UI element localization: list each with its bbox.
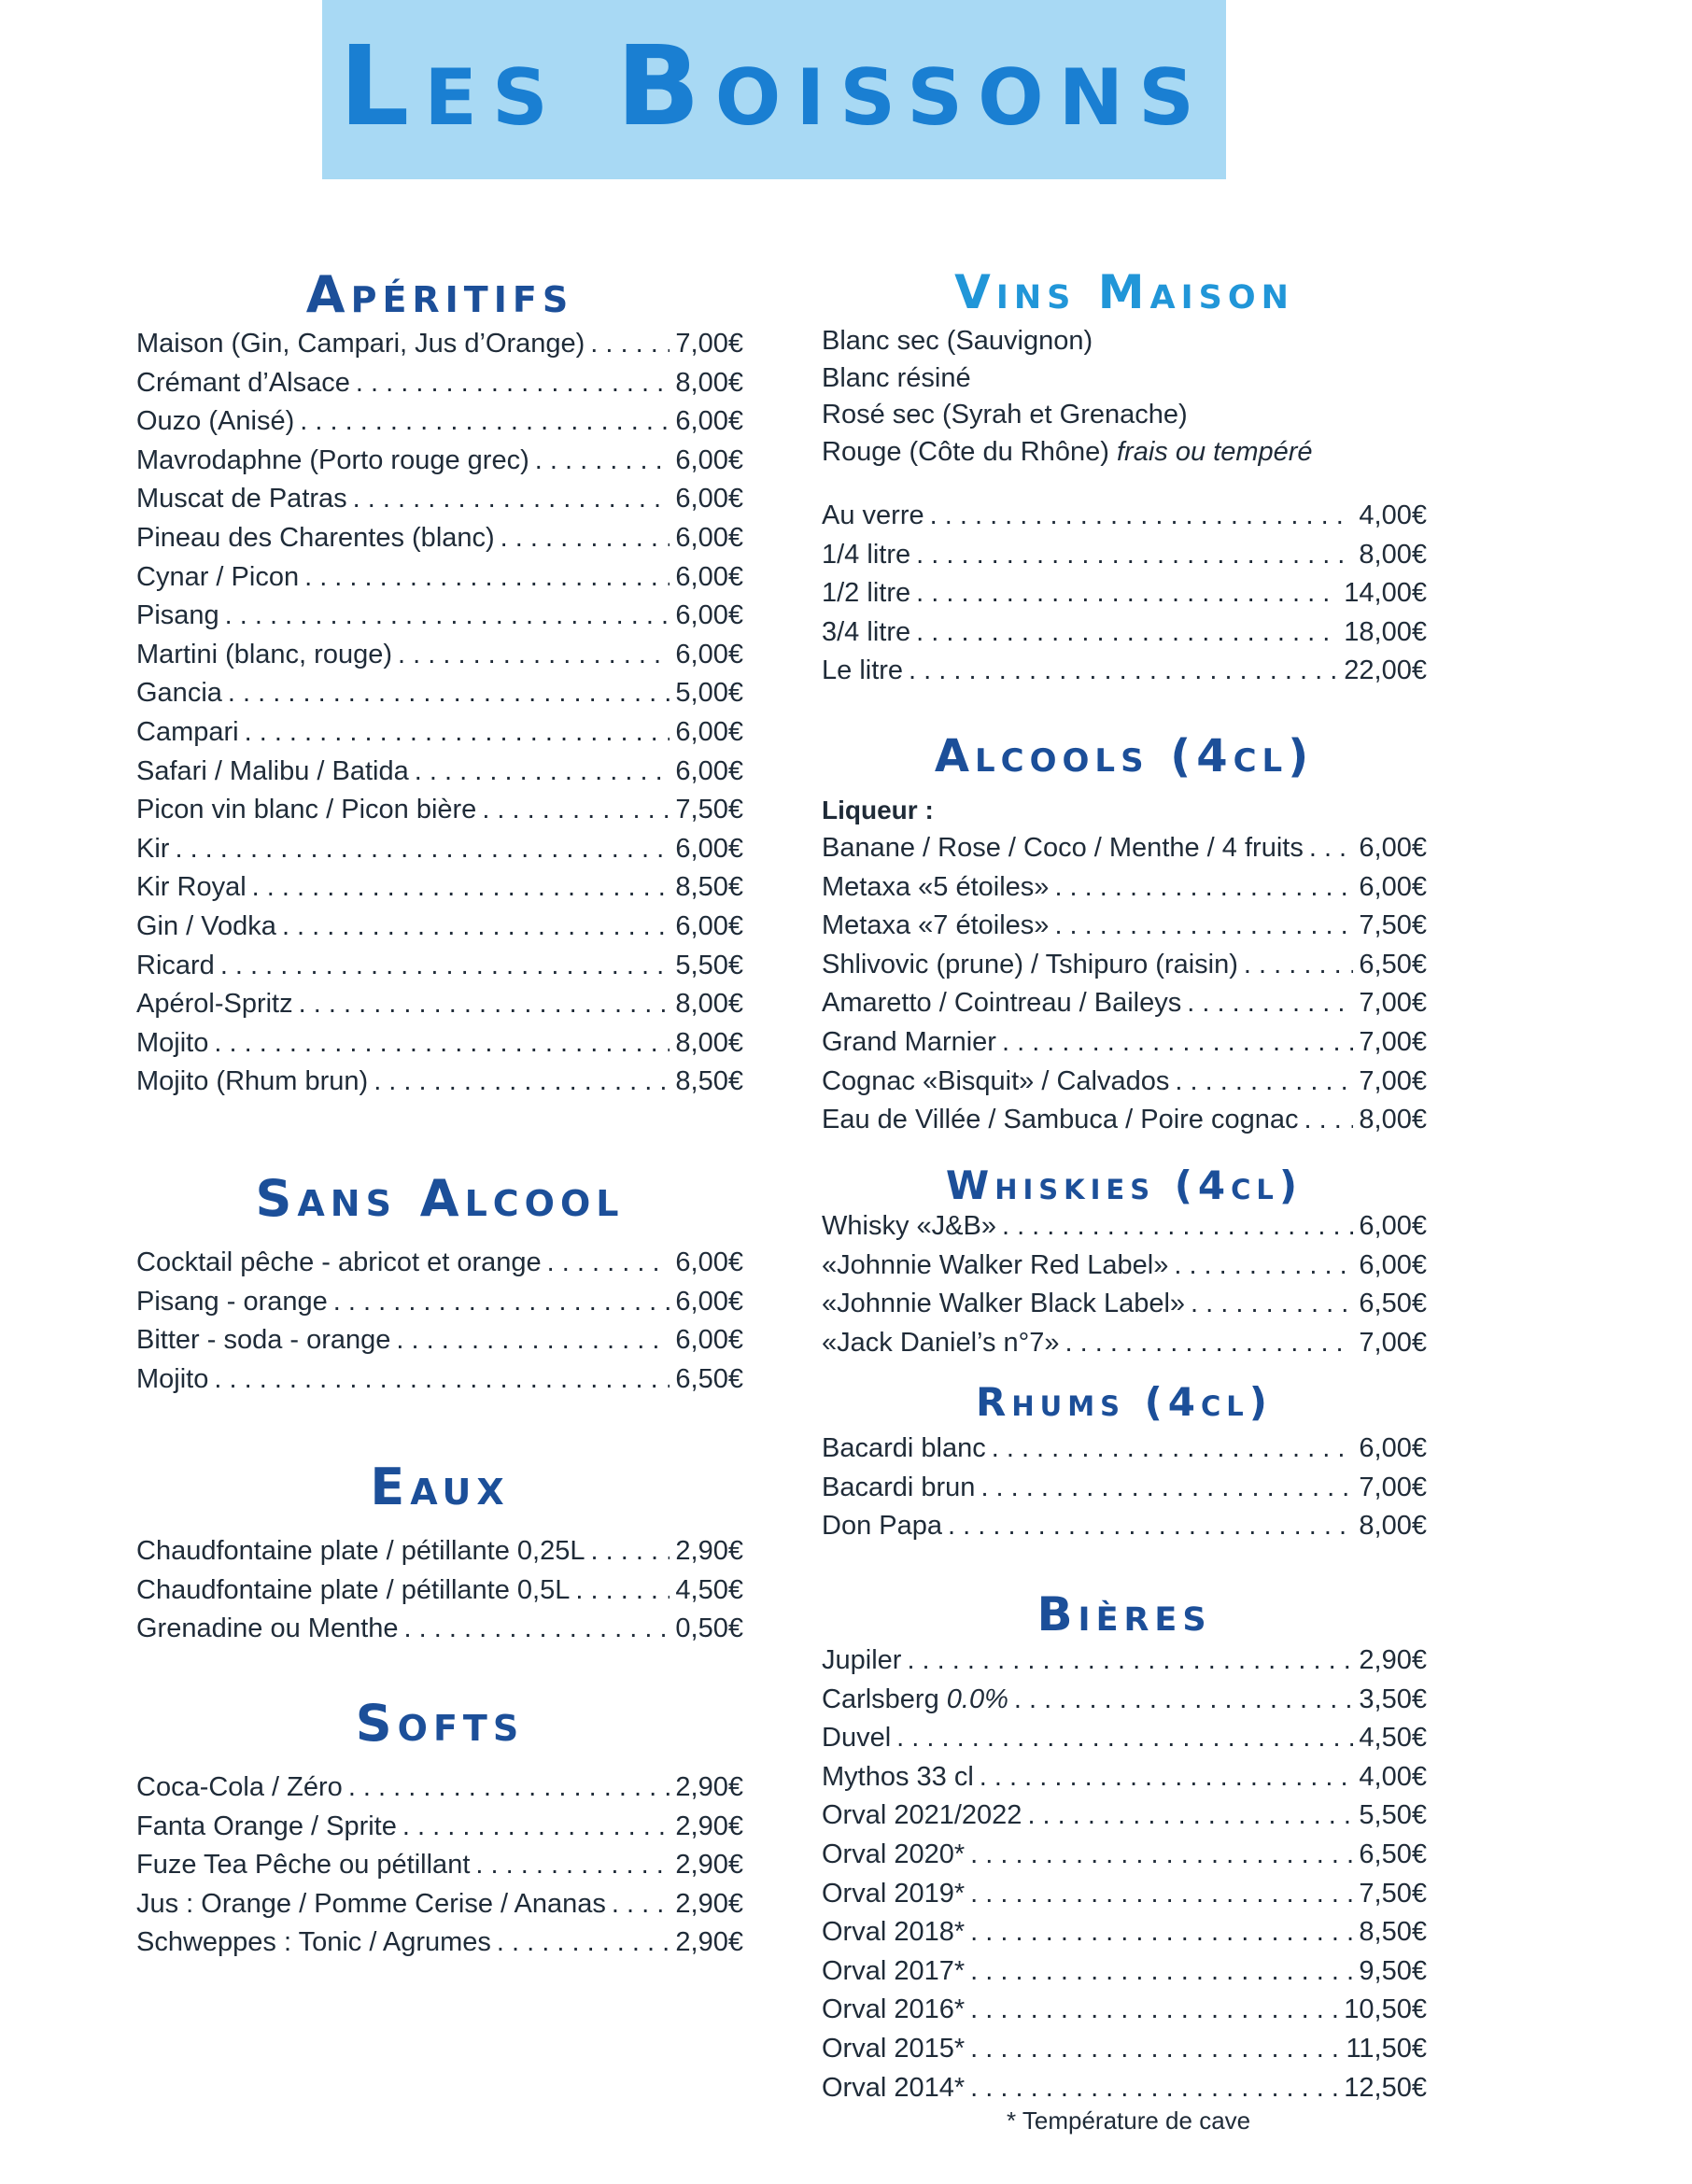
dot-leader [1244,946,1354,985]
item-name: Gin / Vodka [136,910,276,941]
item-price: 6,50€ [1359,1839,1427,1869]
dot-leader [220,947,670,986]
menu-item [822,1913,1427,1952]
menu-item [136,1532,743,1571]
menu-item [822,1063,1427,1102]
item-price: 8,00€ [1359,1511,1427,1542]
item-name: Orval 2014* [822,2072,966,2103]
item-name: Orval 2019* [822,1878,966,1909]
dot-leader [225,597,670,636]
menu-item [822,1719,1427,1758]
wine-item: Rosé sec (Syrah et Grenache) [822,400,1188,430]
item-price: 7,00€ [1359,1472,1427,1502]
heading-aperitifs: Apéritifs [305,265,574,324]
section-vins [822,265,1427,686]
menu-item [136,713,743,753]
item-price: 4,50€ [1359,1723,1427,1754]
item-name: Apérol-Spritz [136,989,293,1020]
item-price: 6,00€ [1359,871,1427,902]
dot-leader [970,1991,1338,2030]
dot-leader [299,985,670,1024]
menu-item [136,1610,743,1649]
heading-vins: Vins Maison [954,265,1294,319]
item-name: Mojito (Rhum brun) [136,1066,369,1097]
rhums-list [822,1430,1427,1546]
dot-leader [970,1952,1353,1992]
section-alcools [822,730,1427,1135]
item-name: Coca-Cola / Zéro [136,1772,343,1802]
heading-sans-alcool: Sans Alcool [255,1169,625,1228]
dot-leader [497,1923,670,1963]
item-name: Pisang [136,600,219,631]
menu-item [822,652,1427,691]
menu-item [822,1642,1427,1681]
item-price: 8,00€ [675,367,743,398]
menu-item [822,1023,1427,1063]
item-price: 18,00€ [1344,616,1427,647]
item-name: 1/4 litre [822,539,911,570]
menu-item [136,1808,743,1847]
menu-item [822,1991,1427,2030]
dot-leader [535,442,670,481]
dot-leader [1174,1247,1353,1286]
item-price: 4,50€ [675,1574,743,1605]
item-name: Le litre [822,655,904,686]
sans-alcool-list [136,1244,743,1399]
item-price: 9,50€ [1359,1955,1427,1986]
dot-leader [501,519,670,558]
dot-leader [282,908,670,947]
dot-leader [214,1360,670,1400]
dot-leader [1304,1101,1354,1140]
menu-item [136,636,743,675]
item-price: 7,50€ [675,795,743,825]
dot-leader [575,1571,670,1611]
menu-item [136,1846,743,1885]
item-name: Ouzo (Anisé) [136,406,295,437]
dot-leader [1002,1023,1353,1063]
menu-item [136,830,743,869]
item-name: Bacardi brun [822,1472,976,1502]
section-aperitifs [136,265,743,1097]
menu-item [136,985,743,1024]
dot-leader [1002,1207,1353,1247]
dot-leader [245,713,670,753]
dot-leader [228,674,670,713]
whiskies-list [822,1207,1427,1362]
item-suffix: 0.0% [946,1684,1008,1714]
menu-item [136,1768,743,1808]
item-price: 6,00€ [675,716,743,747]
item-price: 6,00€ [675,1286,743,1317]
item-name: Fuze Tea Pêche ou pétillant [136,1850,471,1881]
menu-item [136,753,743,792]
wine-item: Blanc sec (Sauvignon) [822,326,1093,356]
wines-list [822,323,1427,471]
dot-leader [1027,1797,1353,1836]
item-name: Maison (Gin, Campari, Jus d’Orange) [136,329,585,359]
menu-item [822,1247,1427,1286]
item-price: 2,90€ [675,1811,743,1841]
item-name: Chaudfontaine plate / pétillante 0,25L [136,1536,585,1566]
item-name: Ricard [136,950,215,980]
menu-item [822,497,1427,536]
item-price: 5,50€ [1359,1800,1427,1831]
title-banner [322,0,1226,179]
heading-whiskies: Whiskies (4cl) [945,1162,1304,1208]
item-price: 8,00€ [675,1027,743,1058]
page-title: Les Boissons [339,21,1209,150]
dot-leader [214,1024,670,1064]
wine-item: Rouge (Côte du Rhône) frais ou tempéré [822,436,1313,467]
menu-item [822,1207,1427,1247]
liqueur-label: Liqueur : [822,796,934,824]
item-price: 7,50€ [1359,910,1427,941]
item-price: 7,00€ [1359,1026,1427,1057]
item-name: Kir Royal [136,872,247,903]
dot-leader [992,1430,1354,1469]
dot-leader [948,1507,1353,1546]
item-price: 7,00€ [675,329,743,359]
menu-item [136,868,743,908]
menu-item [822,829,1427,868]
dot-leader [415,753,670,792]
dot-leader [590,325,670,364]
item-price: 2,90€ [675,1850,743,1881]
dot-leader [970,1836,1353,1875]
item-name: Grand Marnier [822,1026,996,1057]
item-price: 6,00€ [675,406,743,437]
wine-note: frais ou tempéré [1116,436,1313,467]
eaux-list [136,1532,743,1649]
item-price: 6,00€ [675,600,743,631]
aperitifs-list [136,325,743,1102]
dot-leader [547,1244,670,1283]
item-price: 0,50€ [675,1613,743,1644]
menu-item [136,947,743,986]
menu-item [822,574,1427,613]
dot-leader [1309,829,1354,868]
item-price: 5,00€ [675,678,743,709]
dot-leader [374,1063,670,1102]
item-name: 1/2 litre [822,578,911,609]
item-price: 10,50€ [1344,1994,1427,2025]
bieres-list [822,1642,1427,2107]
dot-leader [1054,907,1353,946]
section-whiskies [822,1162,1427,1358]
menu-item [822,1952,1427,1992]
item-price: 3,50€ [1359,1684,1427,1714]
item-price: 7,00€ [1359,1327,1427,1358]
dot-leader [909,652,1338,691]
item-price: 6,50€ [1359,1289,1427,1319]
item-price: 22,00€ [1344,655,1427,686]
item-price: 7,00€ [1359,988,1427,1019]
item-name: Carlsberg 0.0% [822,1684,1008,1714]
item-name: Pineau des Charentes (blanc) [136,522,495,553]
item-name: Au verre [822,500,924,530]
wine-item: Blanc résiné [822,362,971,393]
item-name: «Johnnie Walker Black Label» [822,1289,1186,1319]
dot-leader [907,1642,1353,1681]
item-price: 6,50€ [1359,949,1427,979]
item-name: Orval 2018* [822,1917,966,1948]
item-price: 6,00€ [1359,1249,1427,1280]
dot-leader [916,574,1338,613]
item-price: 6,00€ [675,1247,743,1277]
item-name: Schweppes : Tonic / Agrumes [136,1927,491,1958]
dot-leader [300,402,670,442]
item-name: Picon vin blanc / Picon bière [136,795,477,825]
item-price: 5,50€ [675,950,743,980]
dot-leader [398,636,670,675]
item-price: 6,00€ [675,833,743,864]
dot-leader [356,364,670,403]
item-price: 2,90€ [675,1927,743,1958]
dot-leader [970,2069,1338,2108]
dot-leader [1014,1681,1354,1720]
item-price: 7,00€ [1359,1065,1427,1096]
item-name: Cocktail pêche - abricot et orange [136,1247,542,1277]
item-name: Banane / Rose / Coco / Menthe / 4 fruits [822,833,1304,863]
menu-item [136,325,743,364]
item-price: 8,50€ [675,1066,743,1097]
footnote: * Température de cave [1007,2107,1251,2135]
menu-item [136,519,743,558]
item-name: «Jack Daniel’s n°7» [822,1327,1060,1358]
menu-item [822,1469,1427,1508]
dot-leader [916,613,1338,653]
item-price: 2,90€ [1359,1645,1427,1675]
menu-item [136,1571,743,1611]
item-price: 2,90€ [675,1888,743,1919]
item-price: 6,00€ [1359,833,1427,863]
item-name: Kir [136,833,170,864]
item-name: Mavrodaphne (Porto rouge grec) [136,444,529,475]
item-name: 3/4 litre [822,616,911,647]
dot-leader [475,1846,670,1885]
item-price: 8,00€ [1359,539,1427,570]
item-price: 11,50€ [1346,2033,1427,2064]
menu-item [822,868,1427,908]
item-name: Cognac «Bisquit» / Calvados [822,1065,1170,1096]
menu-item [822,1875,1427,1914]
menu-item [822,2069,1427,2108]
item-name: Muscat de Patras [136,484,347,514]
item-name: Orval 2017* [822,1955,966,1986]
menu-item [136,791,743,830]
menu-item [136,674,743,713]
dot-leader [175,830,670,869]
softs-list [136,1768,743,1963]
menu-item [136,597,743,636]
item-name: Don Papa [822,1511,942,1542]
item-price: 6,50€ [675,1363,743,1394]
item-price: 2,90€ [675,1772,743,1802]
item-name: Gancia [136,678,222,709]
menu-item [822,613,1427,653]
dot-leader [916,536,1353,575]
item-name: Bacardi blanc [822,1433,986,1463]
item-price: 6,00€ [675,484,743,514]
menu-item [136,558,743,598]
dot-leader [1187,984,1353,1023]
dot-leader [396,1321,670,1360]
item-name: Duvel [822,1723,892,1754]
section-eaux [136,1458,743,1644]
item-price: 12,50€ [1344,2072,1427,2103]
dot-leader [590,1532,670,1571]
item-name: Grenadine ou Menthe [136,1613,399,1644]
menu-item [822,946,1427,985]
menu-item [822,2030,1427,2069]
dot-leader [980,1469,1353,1508]
menu-item [822,1430,1427,1469]
menu-item [822,1797,1427,1836]
item-name: Eau de Villée / Sambuca / Poire cognac [822,1105,1299,1135]
item-name: Jupiler [822,1645,902,1675]
dot-leader [612,1885,670,1924]
item-price: 8,00€ [1359,1105,1427,1135]
dot-leader [970,2030,1340,2069]
section-bieres [822,1587,1427,2103]
menu-item [136,442,743,481]
item-name: Shlivovic (prune) / Tshipuro (raisin) [822,949,1238,979]
item-name: Mojito [136,1027,209,1058]
dot-leader [252,868,670,908]
alcools-list [822,829,1427,1140]
menu-item [136,1283,743,1322]
item-name: Orval 2020* [822,1839,966,1869]
item-name: Orval 2021/2022 [822,1800,1022,1831]
item-name: Whisky «J&B» [822,1211,996,1241]
dot-leader [970,1875,1353,1914]
menu-item [136,1885,743,1924]
item-price: 6,00€ [675,910,743,941]
wine-sizes-list [822,497,1427,691]
item-name: Chaudfontaine plate / pétillante 0,5L [136,1574,571,1605]
item-name: Metaxa «7 étoiles» [822,910,1050,941]
item-name: Metaxa «5 étoiles» [822,871,1050,902]
item-price: 4,00€ [1359,1761,1427,1792]
menu-item [822,1836,1427,1875]
item-name: Jus : Orange / Pomme Cerise / Ananas [136,1888,606,1919]
menu-item [136,1024,743,1064]
menu-item [822,984,1427,1023]
menu-item [822,907,1427,946]
dot-leader [1191,1285,1353,1324]
item-price: 6,00€ [675,1325,743,1356]
item-name: Cynar / Picon [136,561,300,592]
item-name: Safari / Malibu / Batida [136,755,409,786]
menu-item [822,1758,1427,1797]
heading-softs: Softs [355,1694,525,1753]
menu-item [136,364,743,403]
menu-item [136,402,743,442]
item-price: 6,00€ [1359,1433,1427,1463]
item-price: 2,90€ [675,1536,743,1566]
item-name: Campari [136,716,239,747]
item-price: 6,00€ [675,561,743,592]
menu-item [822,1101,1427,1140]
item-price: 6,00€ [675,522,743,553]
item-name: Amaretto / Cointreau / Baileys [822,988,1182,1019]
menu-item [136,1244,743,1283]
item-price: 8,00€ [675,989,743,1020]
item-price: 14,00€ [1344,578,1427,609]
menu-item [822,536,1427,575]
item-name: «Johnnie Walker Red Label» [822,1249,1169,1280]
dot-leader [482,791,670,830]
dot-leader [348,1768,670,1808]
dot-leader [404,1610,670,1649]
menu-item [136,1063,743,1102]
section-softs [136,1694,743,1958]
menu-item [136,1360,743,1400]
menu-item [136,480,743,519]
item-name: Orval 2016* [822,1994,966,2025]
dot-leader [402,1808,670,1847]
menu-item [136,1923,743,1963]
section-sans-alcool [136,1169,743,1394]
alcools-block [822,792,1427,1140]
item-name: Martini (blanc, rouge) [136,639,392,669]
item-name: Crémant d’Alsace [136,367,350,398]
menu-item [136,1321,743,1360]
menu-item [822,1285,1427,1324]
item-price: 7,50€ [1359,1878,1427,1909]
item-price: 6,00€ [675,639,743,669]
item-name: Mojito [136,1363,209,1394]
dot-leader [304,558,670,598]
item-price: 6,00€ [675,444,743,475]
item-price: 8,50€ [675,872,743,903]
dot-leader [1065,1324,1354,1363]
dot-leader [333,1283,670,1322]
menu-item [822,1681,1427,1720]
item-name: Mythos 33 cl [822,1761,974,1792]
dot-leader [1054,868,1353,908]
heading-eaux: Eaux [370,1458,510,1516]
item-price: 6,00€ [1359,1211,1427,1241]
item-name: Orval 2015* [822,2033,966,2064]
dot-leader [980,1758,1354,1797]
dot-leader [353,480,670,519]
menu-item [822,1324,1427,1363]
dot-leader [1175,1063,1353,1102]
section-rhums [822,1379,1427,1542]
heading-bieres: Bières [1036,1587,1212,1642]
dot-leader [930,497,1354,536]
item-price: 6,00€ [675,755,743,786]
item-price: 8,50€ [1359,1917,1427,1948]
heading-rhums: Rhums (4cl) [976,1379,1273,1425]
menu-item [136,908,743,947]
dot-leader [970,1913,1353,1952]
dot-leader [896,1719,1353,1758]
item-name: Fanta Orange / Sprite [136,1811,397,1841]
item-name: Bitter - soda - orange [136,1325,391,1356]
item-price: 4,00€ [1359,500,1427,530]
heading-alcools: Alcools (4cl) [934,730,1315,782]
item-name: Pisang - orange [136,1286,328,1317]
menu-item [822,1507,1427,1546]
